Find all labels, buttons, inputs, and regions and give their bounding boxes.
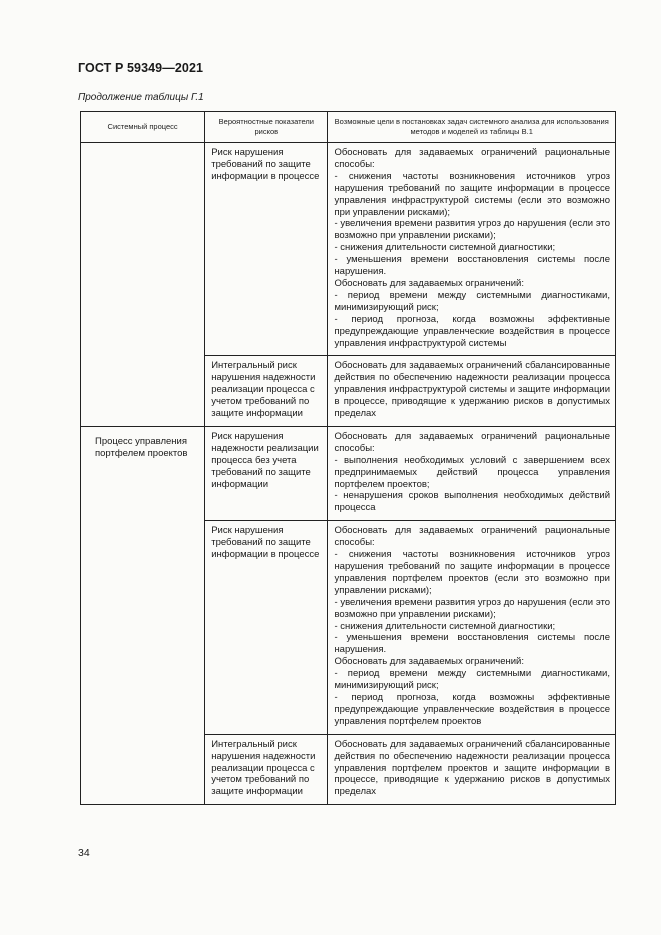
- goal-line: - снижения длительности системной диагностики;: [334, 620, 556, 632]
- goal-line: Обосновать для задаваемых ограничений рациональные способы:: [334, 525, 610, 549]
- goal-line: Обосновать для задаваемых ограничений:: [334, 277, 524, 289]
- goal-line: - период прогноза, когда возможны эффективные предупреждающие управленческие воздействия в процессе управления инфраструктурой системы: [334, 313, 610, 349]
- goal-line: - период времени между системными диагностиками, минимизирующий риск;: [334, 289, 610, 313]
- process-cell: Процесс управления портфелем проектов: [81, 426, 205, 804]
- indicator-cell: Риск нарушения требований по защите информации в процессе: [205, 143, 328, 356]
- goal-line: - уменьшения времени восстановления системы после нарушения.: [334, 254, 610, 278]
- goal-line: - увеличения времени развития угроз до нарушения (если это возможно при управлении рисками);: [334, 596, 610, 620]
- page-number: 34: [78, 847, 90, 859]
- goal-line: - ненарушения сроков выполнения необходимых действий процесса: [334, 490, 610, 514]
- goal-line: - уменьшения времени восстановления системы после нарушения.: [334, 632, 610, 656]
- goal-line: Обосновать для задаваемых ограничений рациональные способы:: [334, 147, 610, 170]
- column-header-process: Системный процесс: [81, 112, 205, 143]
- table-row: [81, 143, 616, 356]
- goal-cell: [328, 356, 616, 427]
- column-header-indicators: Вероятностные показатели рисков: [205, 112, 328, 143]
- goal-line: - снижения частоты возникновения источников угроз нарушения требований по защите информации в процессе управления инфраструктурой системы (если это возможно при управлении рисками);: [334, 170, 610, 218]
- goal-line: Обосновать для задаваемых ограничений сбалансированные действия по обеспечению надежности реализации процесса управления инфраструктурой системы и защите информации в процессе, приводящие к удержанию рисков в допустимых пределах: [334, 360, 610, 420]
- goal-line: - снижения длительности системной диагностики;: [334, 242, 556, 254]
- indicator-cell: Риск нарушения надежности реализации процесса без учета требований по защите информации: [205, 426, 328, 520]
- table-body: [81, 143, 616, 805]
- table-row: [81, 426, 616, 520]
- goal-cell: [328, 426, 616, 520]
- table-header-row: [81, 112, 616, 143]
- indicator-cell: Интегральный риск нарушения надежности реализации процесса с учетом требований по защите информации: [205, 356, 328, 427]
- goal-line: - период прогноза, когда возможны эффективные предупреждающие управленческие воздействия в процессе управления портфелем проектов: [334, 691, 610, 727]
- risk-table: [80, 111, 616, 805]
- goal-line: - увеличения времени развития угроз до нарушения (если это возможно при управлении рисками);: [334, 218, 610, 242]
- process-cell: [81, 143, 205, 427]
- column-header-goals: Возможные цели в постановках задач системного анализа для использования методов и моделей из таблицы В.1: [328, 112, 616, 143]
- goal-line: Обосновать для задаваемых ограничений рациональные способы:: [334, 430, 610, 454]
- goal-line: - период времени между системными диагностиками, минимизирующий риск;: [334, 668, 610, 692]
- goal-cell: [328, 143, 616, 356]
- indicator-cell: Риск нарушения требований по защите информации в процессе: [205, 521, 328, 734]
- goal-line: Обосновать для задаваемых ограничений сбалансированные действия по обеспечению надежности реализации процесса управления портфелем проектов и защите информации в процессе, приводящие к удержанию рисков в допустимых пределах: [334, 738, 610, 798]
- table-continuation-caption: Продолжение таблицы Г.1: [78, 92, 204, 103]
- document-id: ГОСТ Р 59349—2021: [78, 61, 204, 75]
- goal-line: Обосновать для задаваемых ограничений:: [334, 656, 524, 668]
- goal-cell: [328, 734, 616, 805]
- goal-cell: [328, 521, 616, 734]
- indicator-cell: Интегральный риск нарушения надежности реализации процесса с учетом требований по защите информации: [205, 734, 328, 805]
- goal-line: - снижения частоты возникновения источников угроз нарушения требований по защите информации в процессе управления портфелем проектов (если это возможно при управлении рисками);: [334, 549, 610, 596]
- goal-line: - выполнения необходимых условий с завершением всех предпринимаемых действий процесса управления портфелем проектов;: [334, 454, 610, 490]
